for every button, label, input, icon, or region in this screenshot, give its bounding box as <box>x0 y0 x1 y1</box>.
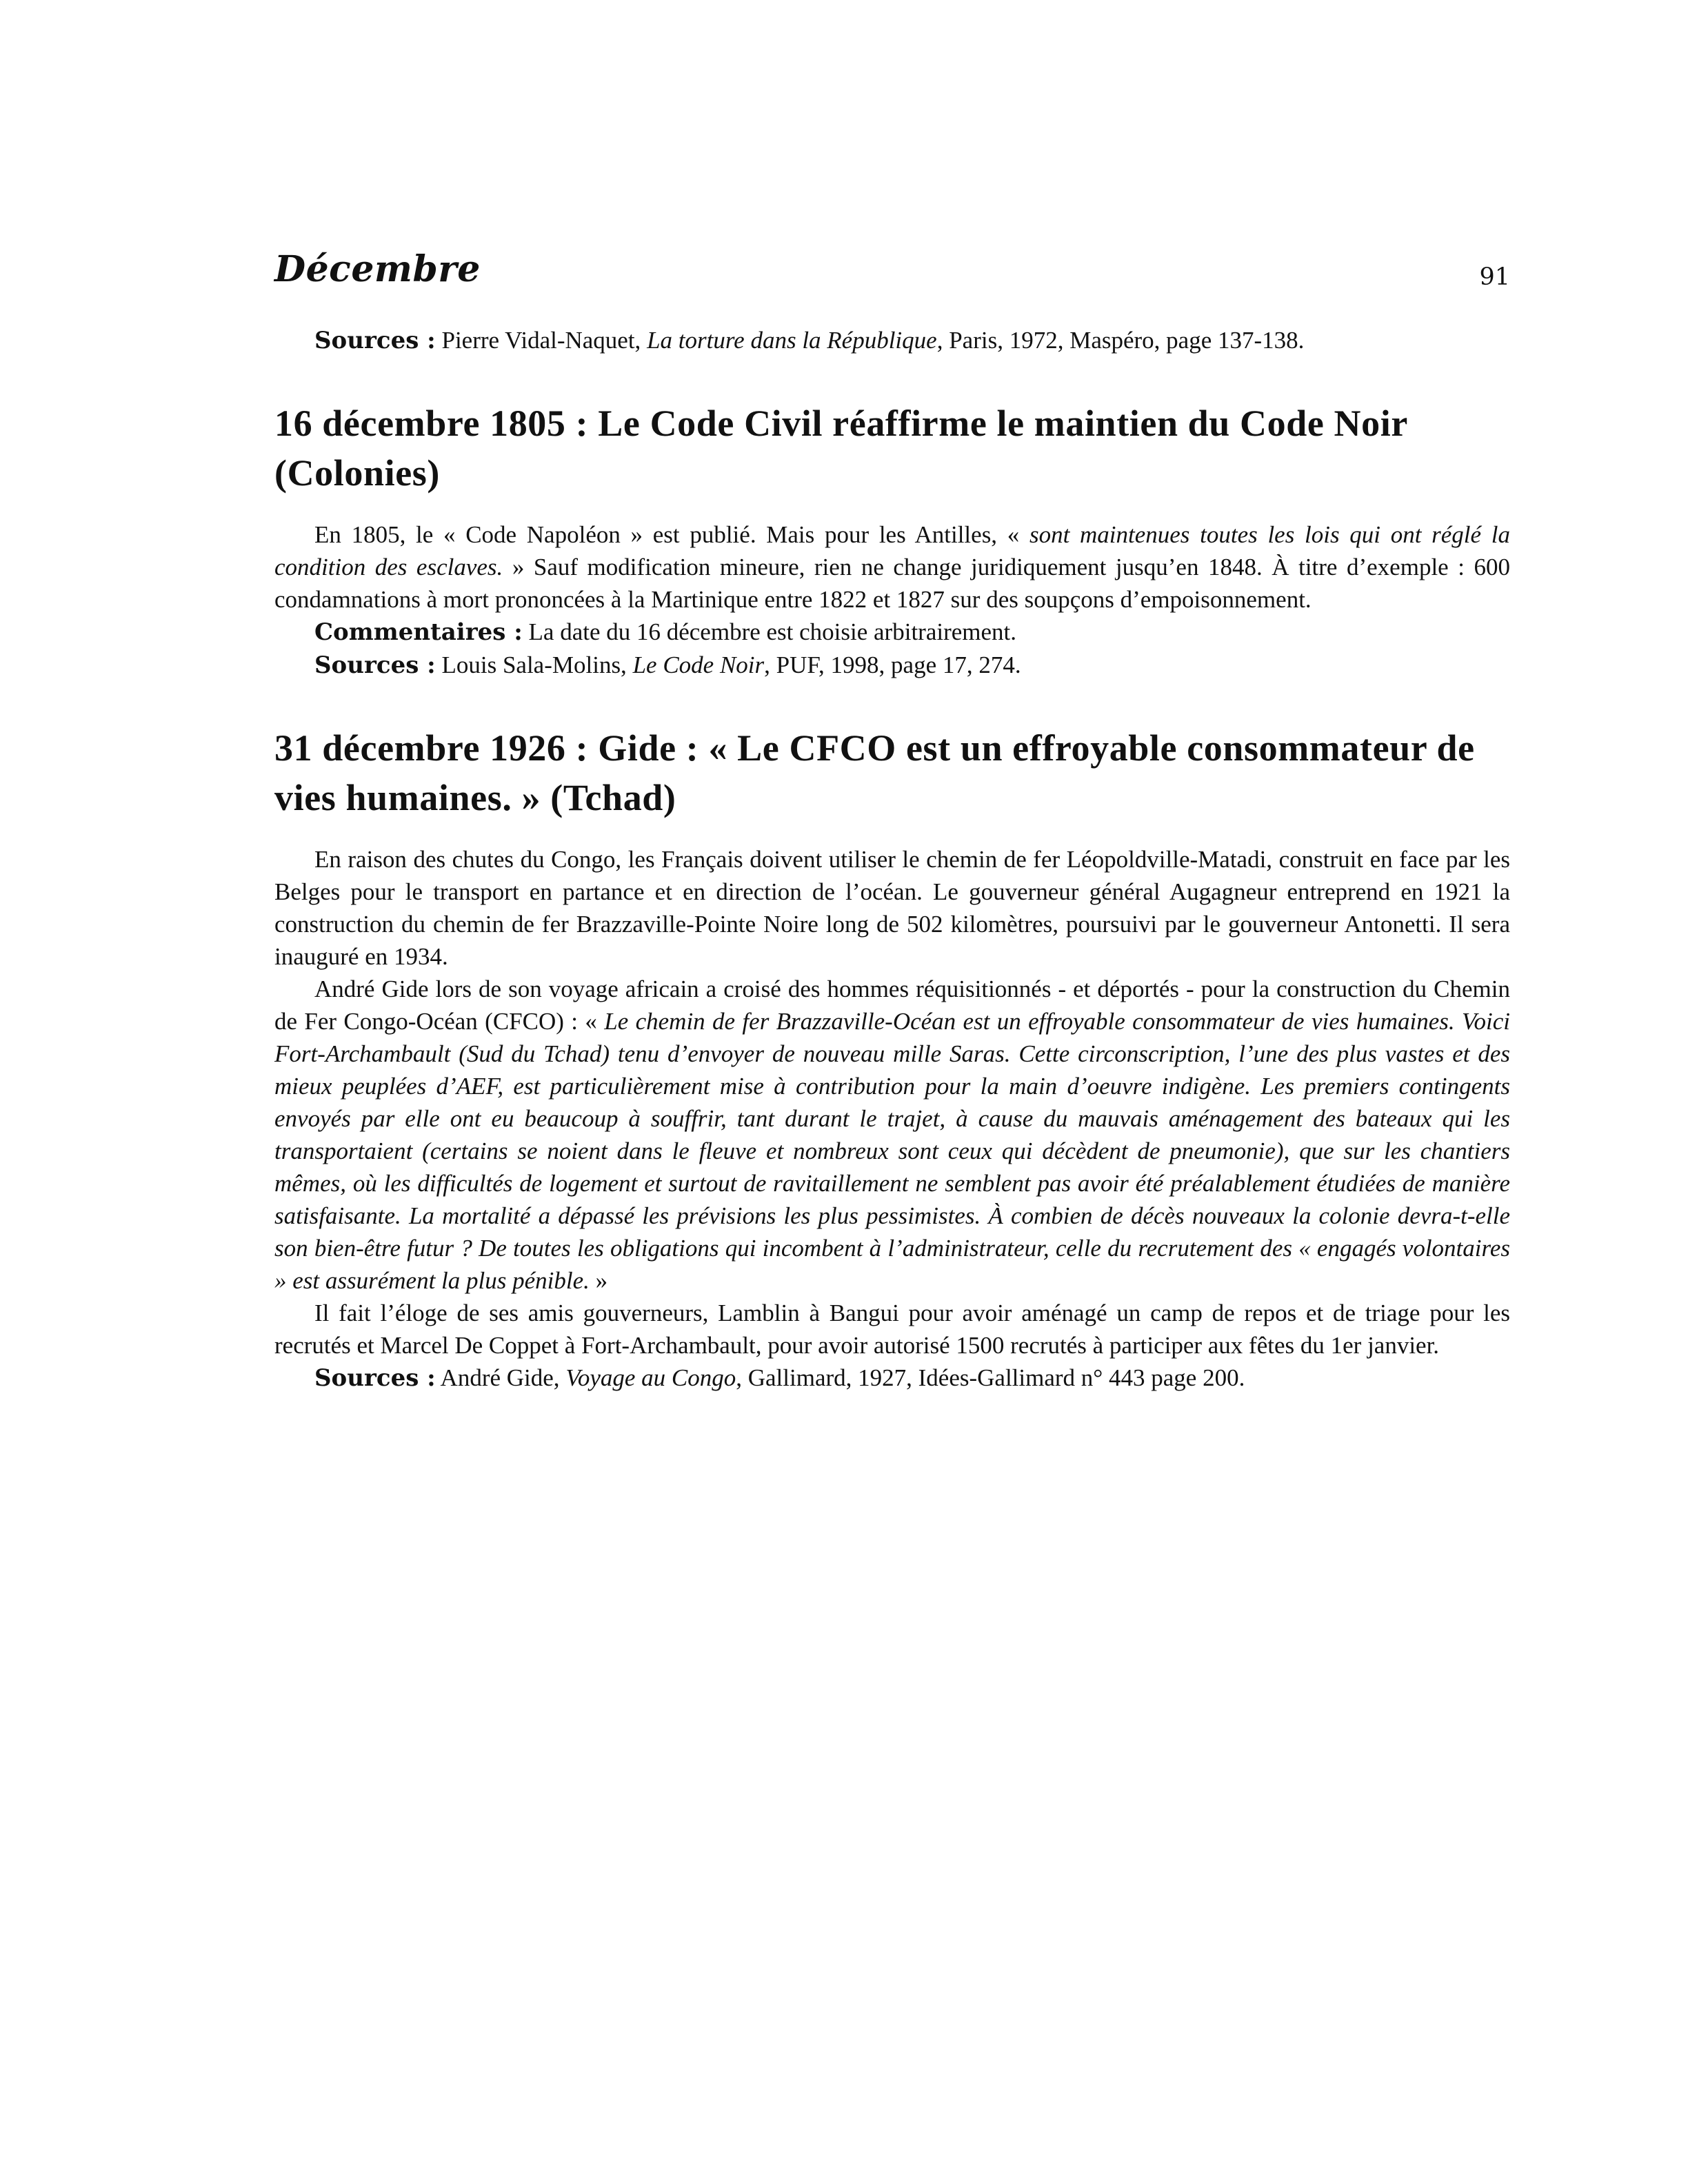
section-heading: 16 décembre 1805 : Le Code Civil réaffirme le maintien du Code Noir (Colonies) <box>274 403 1407 494</box>
sources-text-post: , PUF, 1998, page 17, 274. <box>764 651 1021 678</box>
body-paragraph: Il fait l’éloge de ses amis gouverneurs, Lamblin à Bangui pour avoir aménagé un camp de repos et de triage pour les recrutés et Marcel De Coppet à Fort-Archambault, pour avoir autorisé 1500 recrutés à participer aux fêtes du 1er janvier. <box>274 1300 1510 1359</box>
gide-quote: Le chemin de fer Brazzaville-Océan est un effroyable consommateur de vies humaines. Voici Fort-Archambault (Sud du Tchad) tenu d’envoyer de nouveau mille Saras. Cette circonscription, l’une des plus vastes et des mieux peuplées d’AEF, est particulièrement mise à contribution pour la main d’oeuvre indigène. Les premiers contingents envoyés par elle ont eu beaucoup à souffrir, tant durant le trajet, à cause du mauvais aménagement des bateaux qui les transportaient (certains se noient dans le fleuve et nombreux sont ceux qui décèdent de pneumonie), que sur les chantiers mêmes, où les difficultés de logement et surtout de ravitaillement ne semblent pas avoir été préalablement étudiées de manière satisfaisante. La mortalité a dépassé les prévisions les plus pessimistes. À combien de décès nouveaux la colonie devra-t-elle son bien-être futur ? De toutes les obligations qui incombent à l’administrateur, celle du recrutement des « engagés volontaires » est assurément la plus pénible. <box>274 1008 1510 1294</box>
comments-label: Commentaires : <box>314 618 523 646</box>
top-sources-paragraph <box>274 324 1510 357</box>
sources-book-title: Le Code Noir <box>632 651 765 678</box>
sources-label: Sources : <box>314 327 436 354</box>
chapter-title: Décembre <box>274 248 481 290</box>
comments-paragraph <box>274 616 1510 649</box>
section-gide-cfco <box>274 723 1510 1395</box>
paragraph-text-pre: En 1805, le « Code Napoléon » est publié. Mais pour les Antilles, « <box>314 521 1029 548</box>
body-paragraph-quote <box>274 973 1510 1297</box>
sources-text-post: , Paris, 1972, Maspéro, page 137-138. <box>936 327 1305 354</box>
section-heading: 31 décembre 1926 : Gide : « Le CFCO est un effroyable consommateur de vies humaines. » (Tchad) <box>274 727 1475 818</box>
section-body <box>274 843 1510 1395</box>
section-body <box>274 518 1510 682</box>
paragraph-text-post: » Sauf modification mineure, rien ne change juridiquement jusqu’en 1848. À titre d’exemple : 600 condamnations à mort prononcées à la Martinique entre 1822 et 1827 sur des soupçons d’empoisonnement. <box>274 554 1510 613</box>
sources-label: Sources : <box>314 651 436 679</box>
sources-text-pre: André Gide, <box>435 1364 566 1391</box>
sources-book-title: La torture dans la République <box>647 327 937 354</box>
sources-text-post: , Gallimard, 1927, Idées-Gallimard n° 443 page 200. <box>736 1364 1245 1391</box>
paragraph-text-pre: André Gide lors de son voyage africain a croisé des hommes réquisitionnés - et déportés - pour la construction du Chemin de Fer Congo-Océan (CFCO) : « <box>274 975 1510 1035</box>
sources-book-title: Voyage au Congo <box>565 1364 736 1391</box>
page-number: 91 <box>1479 263 1510 291</box>
paragraph-quote: sont maintenues toutes les lois qui ont réglé la condition des esclaves. <box>274 521 1510 580</box>
sources-text-pre: Pierre Vidal-Naquet, <box>441 327 647 354</box>
body-paragraph: En raison des chutes du Congo, les Français doivent utiliser le chemin de fer Léopoldville-Matadi, construit en face par les Belges pour le transport en partance et en direction de l’océan. Le gouverneur général Augagneur entreprend en 1921 la construction du chemin de fer Brazzaville-Pointe Noire long de 502 kilomètres, poursuivi par le gouverneur Antonetti. Il sera inauguré en 1934. <box>274 846 1510 970</box>
sources-paragraph <box>274 1362 1510 1395</box>
sources-label: Sources : <box>314 1364 436 1392</box>
running-header <box>274 248 1510 303</box>
document-page <box>274 248 1510 1395</box>
sources-text-pre: Louis Sala-Molins, <box>435 651 633 678</box>
body-paragraph <box>274 518 1510 616</box>
comments-text: La date du 16 décembre est choisie arbitrairement. <box>522 618 1016 645</box>
section-code-civil <box>274 398 1510 682</box>
paragraph-text-post: » <box>589 1267 608 1294</box>
sources-paragraph <box>274 649 1510 682</box>
